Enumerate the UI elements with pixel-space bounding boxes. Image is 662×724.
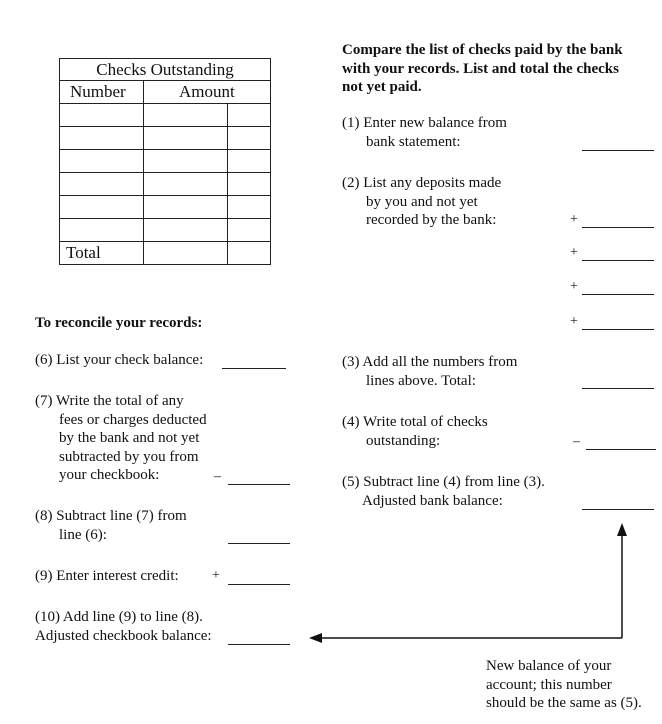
plus-sign: + [212,568,220,583]
note-line: account; this number [486,676,612,693]
step-10-line: (10) Add line (9) to line (8). [35,609,203,625]
reconcile-heading: To reconcile your records: [35,315,203,331]
plus-sign: + [570,212,578,227]
step-8-line: line (6): [59,526,107,543]
step-3-line: lines above. Total: [366,372,476,389]
arrow-left-head [309,633,322,643]
column-header-amount: Amount [143,81,270,104]
step-2-line: (2) List any deposits made [342,175,502,191]
step-7-line: fees or charges deducted [59,411,207,428]
step-1-line: bank statement: [366,133,461,150]
step-9-text: (9) Enter interest credit: [35,568,179,584]
step-5-line: (5) Subtract line (4) from line (3). [342,474,545,490]
intro-line: not yet paid. [342,79,422,95]
plus-sign: + [570,245,578,260]
column-header-number: Number [60,81,144,104]
minus-sign: – [573,434,580,449]
minus-sign: – [214,469,221,484]
step-2-line: recorded by the bank: [366,212,497,228]
note-line: New balance of your [486,658,612,674]
total-label: Total [60,242,144,265]
step-3-line: (3) Add all the numbers from [342,354,518,370]
step-7-line: by the bank and not yet [59,430,200,446]
plus-sign: + [570,314,578,329]
step-4-line: (4) Write total of checks [342,414,488,430]
step-10-line: Adjusted checkbook balance: [35,627,212,644]
intro-line: Compare the list of checks paid by the bank [342,42,623,58]
step-5-line: Adjusted bank balance: [362,492,503,509]
arrow-up-head [617,523,627,536]
step-8-line: (8) Subtract line (7) from [35,508,187,524]
step-6-text: (6) List your check balance: [35,352,204,368]
step-2-line: by you and not yet [366,193,478,210]
intro-line: with your records. List and total the checks [342,60,619,77]
note-line: should be the same as (5). [486,695,642,711]
step-7-line: subtracted by you from [59,448,199,465]
step-7-line: your checkbook: [59,467,160,483]
table-title: Checks Outstanding [60,59,271,81]
step-4-line: outstanding: [366,432,441,449]
step-1-line: (1) Enter new balance from [342,115,507,131]
balance-note [486,657,642,713]
step-7-line: (7) Write the total of any [35,393,184,409]
plus-sign: + [570,279,578,294]
